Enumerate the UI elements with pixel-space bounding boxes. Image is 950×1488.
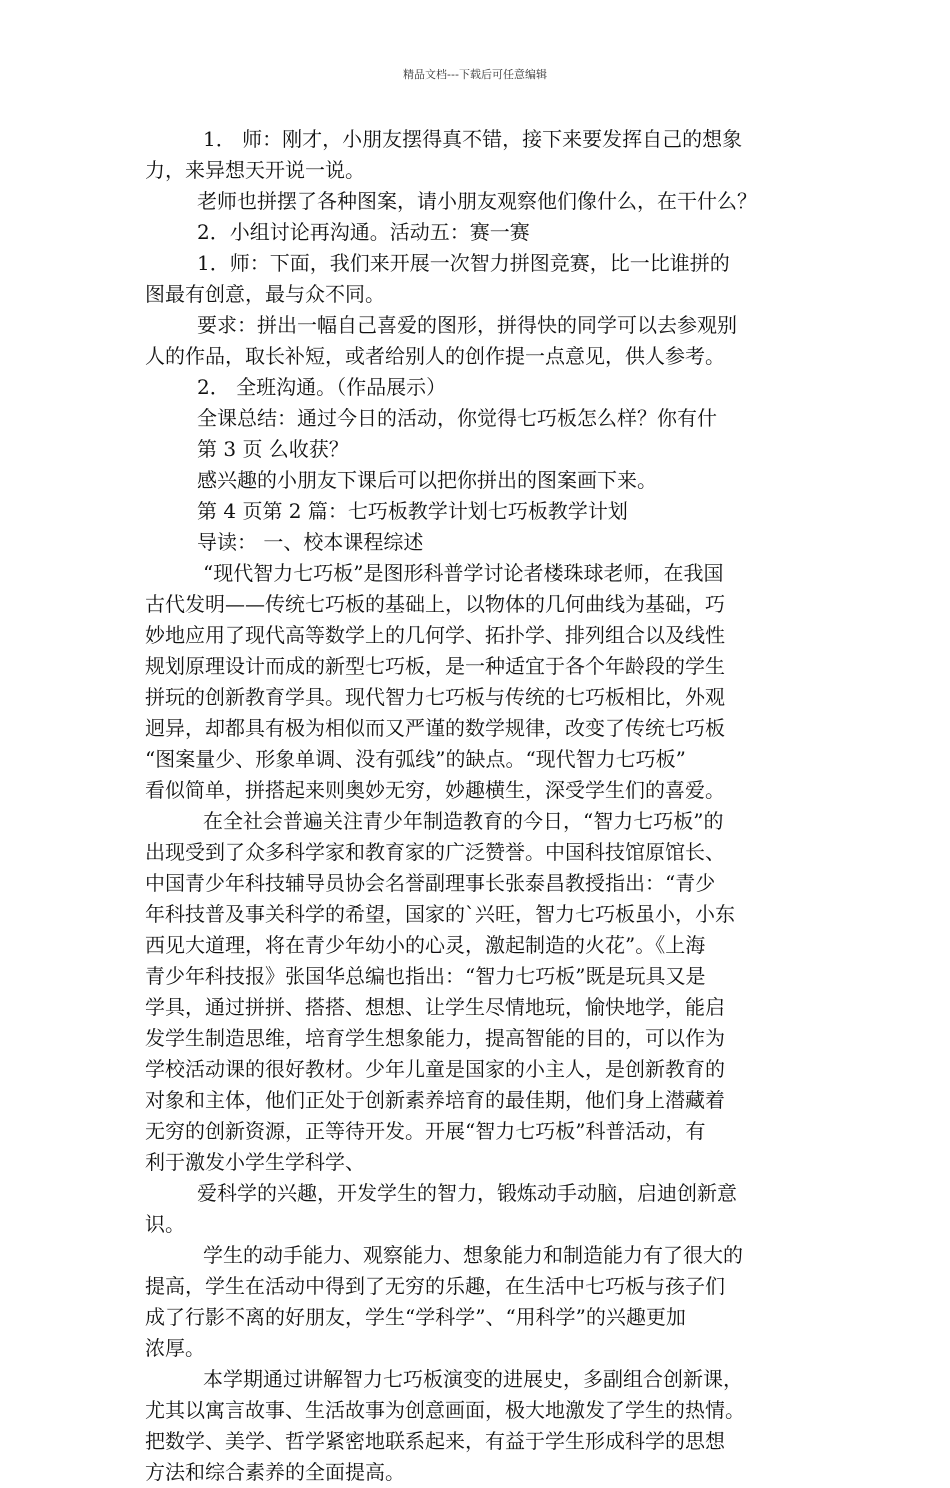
text-line: 妙地应用了现代高等数学上的几何学、拓扑学、排列组合以及线性: [145, 623, 725, 647]
text-line: 成了行影不离的好朋友，学生“学科学”、“用科学”的兴趣更加: [145, 1305, 686, 1329]
text-line: 感兴趣的小朋友下课后可以把你拼出的图案画下来。: [197, 468, 657, 492]
text-line: 识。: [145, 1212, 185, 1236]
text-line: 爱科学的兴趣，开发学生的智力，锻炼动手动脑，启迪创新意: [197, 1181, 737, 1205]
text-line: 青少年科技报》张国华总编也指出：“智力七巧板”既是玩具又是: [145, 964, 706, 988]
text-line: 无穷的创新资源，正等待开发。开展“智力七巧板”科普活动，有: [145, 1119, 706, 1143]
text-line: 在全社会普遍关注青少年制造教育的今日，“智力七巧板”的: [203, 809, 724, 833]
page-header: 精品文档---下载后可任意编辑: [403, 68, 547, 81]
text-line: 西见大道理，将在青少年幼小的心灵，激起制造的火花”。《上海: [145, 933, 706, 957]
text-line: 导读： 一、校本课程综述: [197, 530, 424, 554]
text-line: “现代智力七巧板”是图形科普学讨论者楼珠球老师，在我国: [203, 561, 724, 585]
document-body: [145, 124, 815, 1488]
text-line: 第 3 页 么收获？: [197, 437, 349, 461]
text-line: 尤其以寓言故事、生活故事为创意画面，极大地激发了学生的热情。: [145, 1398, 745, 1422]
text-line: 把数学、美学、哲学紧密地联系起来，有益于学生形成科学的思想: [145, 1429, 725, 1453]
text-line: 全课总结：通过今日的活动，你觉得七巧板怎么样？你有什: [197, 406, 717, 430]
text-line: 年科技普及事关科学的希望，国家的`兴旺，智力七巧板虽小，小东: [145, 902, 735, 926]
text-line: 老师也拼摆了各种图案，请小朋友观察他们像什么，在干什么？: [197, 189, 757, 213]
text-line: 迥异，却都具有极为相似而又严谨的数学规律，改变了传统七巧板: [145, 716, 725, 740]
text-line: 古代发明——传统七巧板的基础上，以物体的几何曲线为基础，巧: [145, 592, 725, 616]
text-line: 2．小组讨论再沟通。活动五：赛一赛: [197, 220, 530, 244]
text-line: 1．师：下面，我们来开展一次智力拼图竞赛，比一比谁拼的: [197, 251, 730, 275]
text-line: 规划原理设计而成的新型七巧板，是一种适宜于各个年龄段的学生: [145, 654, 725, 678]
text-line: 学生的动手能力、观察能力、想象能力和制造能力有了很大的: [203, 1243, 743, 1267]
text-line: 出现受到了众多科学家和教育家的广泛赞誉。中国科技馆原馆长、: [145, 840, 725, 864]
text-line: 拼玩的创新教育学具。现代智力七巧板与传统的七巧板相比，外观: [145, 685, 725, 709]
text-line: 图最有创意，最与众不同。: [145, 282, 385, 306]
text-line: 提高，学生在活动中得到了无穷的乐趣，在生活中七巧板与孩子们: [145, 1274, 725, 1298]
text-line: 第 4 页第 2 篇：七巧板教学计划七巧板教学计划: [197, 499, 628, 523]
text-line: 发学生制造思维，培育学生想象能力，提高智能的目的，可以作为: [145, 1026, 725, 1050]
text-line: “图案量少、形象单调、没有弧线”的缺点。“现代智力七巧板”: [145, 747, 686, 771]
text-line: 人的作品，取长补短，或者给别人的创作提一点意见，供人参考。: [145, 344, 725, 368]
text-line: 对象和主体，他们正处于创新素养培育的最佳期，他们身上潜藏着: [145, 1088, 725, 1112]
text-line: 2． 全班沟通。（作品展示）: [197, 375, 447, 399]
text-line: 浓厚。: [145, 1336, 205, 1360]
text-line: 中国青少年科技辅导员协会名誉副理事长张泰昌教授指出：“青少: [145, 871, 716, 895]
text-line: 力，来异想天开说一说。: [145, 158, 365, 182]
text-line: 学校活动课的很好教材。少年儿童是国家的小主人，是创新教育的: [145, 1057, 725, 1081]
text-line: 看似简单，拼搭起来则奥妙无穷，妙趣横生，深受学生们的喜爱。: [145, 778, 725, 802]
text-line: 学具，通过拼拼、搭搭、想想、让学生尽情地玩，愉快地学，能启: [145, 995, 725, 1019]
text-line: 1． 师：刚才，小朋友摆得真不错，接下来要发挥自己的想象: [203, 127, 743, 151]
text-line: 方法和综合素养的全面提高。: [145, 1460, 405, 1484]
text-line: 利于激发小学生学科学、: [145, 1150, 365, 1174]
text-line: 本学期通过讲解智力七巧板演变的进展史，多副组合创新课，: [203, 1367, 743, 1391]
text-line: 要求：拼出一幅自己喜爱的图形，拼得快的同学可以去参观别: [197, 313, 737, 337]
